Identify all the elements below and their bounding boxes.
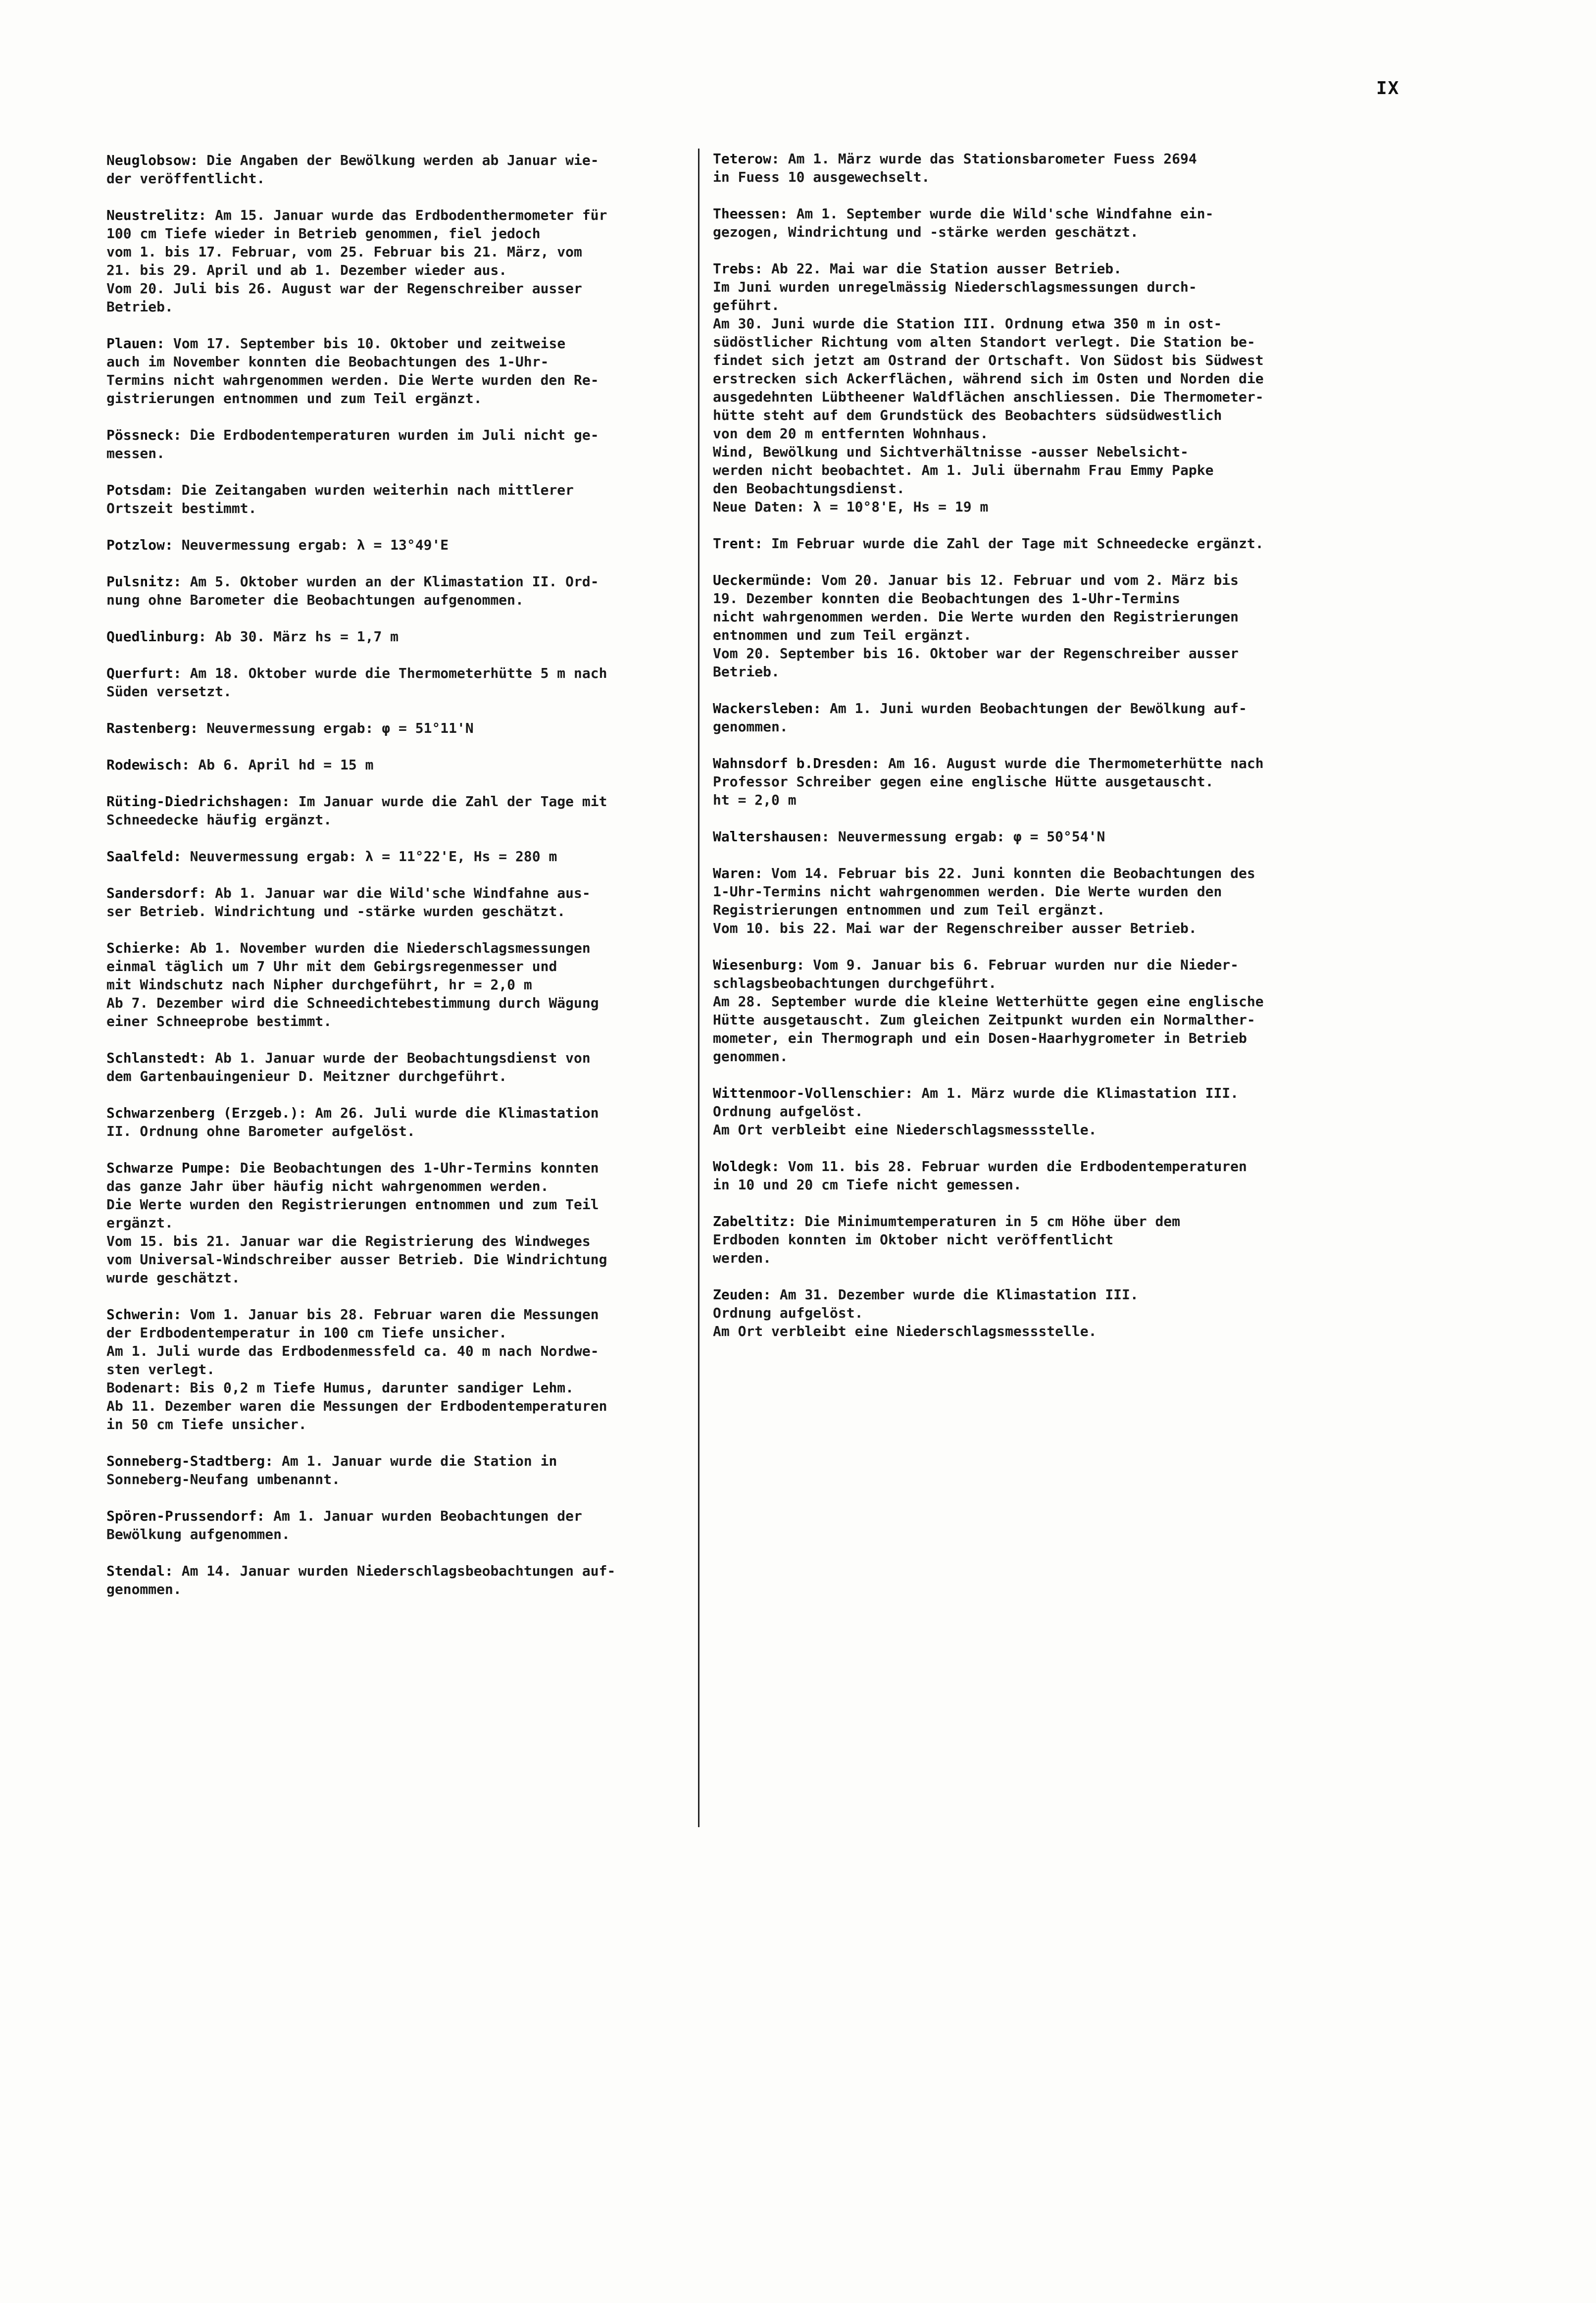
station-note-text: Am 1. September wurde die Wild'sche Windfahne ein- gezogen, Windrichtung und -stärke werden geschätzt. bbox=[713, 205, 1214, 240]
station-note-text: Die Angaben der Bewölkung werden ab Januar wie- der veröffentlicht. bbox=[106, 152, 599, 187]
station-note-text: Am 14. Januar wurden Niederschlagsbeobachtungen auf- genommen. bbox=[106, 1563, 616, 1597]
station-note bbox=[713, 205, 1381, 241]
station-note-text: Am 1. März wurde das Stationsbarometer Fuess 2694 in Fuess 10 ausgewechselt. bbox=[713, 151, 1197, 185]
station-note bbox=[713, 1157, 1381, 1194]
station-note-text: Am 1. Januar wurde die Station in Sonneberg-Neufang umbenannt. bbox=[106, 1453, 557, 1487]
station-note bbox=[106, 792, 696, 829]
station-note bbox=[713, 956, 1381, 1066]
station-note-text: Am 26. Juli wurde die Klimastation II. Ordnung ohne Barometer aufgelöst. bbox=[106, 1105, 599, 1139]
station-name: Querfurt: bbox=[106, 665, 182, 681]
station-name: Waltershausen: bbox=[713, 828, 830, 845]
station-name: Trent: bbox=[713, 535, 763, 552]
station-note-text: Neuvermessung ergab: λ = 11°22'E, Hs = 280 m bbox=[181, 848, 557, 865]
station-name: Sonneberg-Stadtberg: bbox=[106, 1453, 274, 1469]
station-note bbox=[713, 754, 1381, 809]
station-note bbox=[106, 1159, 696, 1287]
left-column bbox=[106, 151, 696, 1617]
station-name: Spören-Prussendorf: bbox=[106, 1508, 265, 1524]
station-note-text: Ab 1. November wurden die Niederschlagsmessungen einmal täglich um 7 Uhr mit dem Gebirgsregenmesser und mit Windschutz nach Nipher durchgeführt, hr = 2,0 m Ab 7. Dezember wird die Schneedichtebestimmung durch Wägung einer Schneeprobe bestimmt. bbox=[106, 940, 599, 1029]
station-name: Potzlow: bbox=[106, 537, 173, 553]
station-note-text: Vom 17. September bis 10. Oktober und zeitweise auch im November konnten die Beobachtungen des 1-Uhr- Termins nicht wahrgenommen werden. Die Werte wurden den Re- gistrierungen entnommen und zum Teil ergänzt. bbox=[106, 335, 599, 407]
station-note-text: Am 31. Dezember wurde die Klimastation III. Ordnung aufgelöst. Am Ort verbleibt eine Niederschlagsmessstelle. bbox=[713, 1286, 1139, 1339]
station-name: Woldegk: bbox=[713, 1158, 780, 1175]
station-name: Schwerin: bbox=[106, 1306, 182, 1323]
station-name: Schlanstedt: bbox=[106, 1050, 207, 1066]
station-name: Wiesenburg: bbox=[713, 957, 805, 973]
station-note bbox=[106, 627, 696, 646]
station-note-text: Vom 9. Januar bis 6. Februar wurden nur die Nieder- schlagsbeobachtungen durchgeführt. Am 28. September wurde die kleine Wetterhütte gegen eine englische Hütte ausgetauscht. Zum gleichen Zeitpunkt wurden ein Normalther- mometer, ein Thermograph und ein Dosen-Haarhygrometer in Betrieb genommen. bbox=[713, 957, 1264, 1065]
station-name: Stendal: bbox=[106, 1563, 173, 1579]
station-note bbox=[713, 864, 1381, 937]
station-name: Pössneck: bbox=[106, 427, 182, 443]
station-note bbox=[106, 1507, 696, 1543]
station-note-text: Ab 1. Januar wurde der Beobachtungsdienst von dem Gartenbauingenieur D. Meitzner durchgeführt. bbox=[106, 1050, 591, 1084]
station-name: Potsdam: bbox=[106, 482, 173, 498]
station-name: Saalfeld: bbox=[106, 848, 182, 865]
station-name: Quedlinburg: bbox=[106, 628, 207, 645]
station-note bbox=[713, 1212, 1381, 1267]
station-note bbox=[713, 259, 1381, 516]
station-name: Schwarzenberg (Erzgeb.): bbox=[106, 1105, 307, 1121]
station-note-text: Im Januar wurde die Zahl der Tage mit Schneedecke häufig ergänzt. bbox=[106, 793, 607, 828]
station-name: Theessen: bbox=[713, 205, 788, 222]
station-note-text: Neuvermessung ergab: λ = 13°49'E bbox=[173, 537, 449, 553]
station-note bbox=[713, 1084, 1381, 1139]
station-note-text: Die Minimumtemperaturen in 5 cm Höhe über dem Erdboden konnten im Oktober nicht veröffentlicht werden. bbox=[713, 1213, 1181, 1266]
station-name: Pulsnitz: bbox=[106, 573, 182, 590]
station-name: Sandersdorf: bbox=[106, 885, 207, 901]
station-name: Schierke: bbox=[106, 940, 182, 956]
station-note bbox=[713, 827, 1381, 846]
station-note bbox=[713, 534, 1381, 553]
station-note bbox=[106, 1305, 696, 1433]
station-note bbox=[713, 150, 1381, 186]
station-note bbox=[713, 699, 1381, 736]
station-name: Zabeltitz: bbox=[713, 1213, 797, 1229]
station-name: Wahnsdorf b.Dresden: bbox=[713, 755, 880, 771]
station-note bbox=[106, 756, 696, 774]
station-name: Zeuden: bbox=[713, 1286, 772, 1303]
station-note bbox=[106, 536, 696, 554]
station-note-text: Ab 30. März hs = 1,7 m bbox=[206, 628, 399, 645]
station-note bbox=[713, 571, 1381, 681]
station-name: Neuglobsow: bbox=[106, 152, 199, 168]
station-note bbox=[106, 572, 696, 609]
station-note bbox=[106, 151, 696, 188]
station-note bbox=[106, 1104, 696, 1140]
station-note bbox=[106, 1562, 696, 1598]
station-note bbox=[106, 1049, 696, 1085]
station-note bbox=[106, 426, 696, 462]
station-note-text: Am 5. Oktober wurden an der Klimastation II. Ord- nung ohne Barometer die Beobachtungen aufgenommen. bbox=[106, 573, 599, 608]
station-note-text: Am 15. Januar wurde das Erdbodenthermometer für 100 cm Tiefe wieder in Betrieb genommen, fiel jedoch vom 1. bis 17. Februar, vom 25. Februar bis 21. März, vom 21. bis 29. April und ab 1. Dezember wieder aus. Vom 20. Juli bis 26. August war der Regenschreiber ausser Betrieb. bbox=[106, 207, 607, 315]
station-note-text: Am 16. August wurde die Thermometerhütte nach Professor Schreiber gegen eine englische Hütte ausgetauscht. ht = 2,0 m bbox=[713, 755, 1264, 808]
station-note bbox=[106, 939, 696, 1030]
station-name: Wackersleben: bbox=[713, 700, 822, 716]
station-name: Schwarze Pumpe: bbox=[106, 1160, 232, 1176]
station-note-text: Ab 6. April hd = 15 m bbox=[190, 757, 374, 773]
station-note bbox=[106, 1452, 696, 1488]
station-name: Rastenberg: bbox=[106, 720, 199, 736]
page-number: IX bbox=[1376, 78, 1400, 99]
station-note bbox=[106, 847, 696, 866]
station-note bbox=[106, 206, 696, 316]
station-note-text: Ab 1. Januar war die Wild'sche Windfahne aus- ser Betrieb. Windrichtung und -stärke wurden geschätzt. bbox=[106, 885, 591, 920]
station-note-text: Ab 22. Mai war die Station ausser Betrieb. Im Juni wurden unregelmässig Niederschlagsmessungen durch- geführt. Am 30. Juni wurde die Station III. Ordnung etwa 350 m in ost- südöstlicher Richtung vom alten Standort verlegt. Die Station be- findet sich jetzt am Ostrand der Ortschaft. Von Südost bis Südwest erstrecken sich Ackerflächen, während sich im Osten und Norden die ausgedehnten Lübtheener Waldflächen anschliessen. Die Thermometer- hütte steht auf dem Grundstück des Beobachters südsüdwestlich von dem 20 m entfernten Wohnhaus. Wind, Bewölkung und Sichtverhältnisse -ausser Nebelsicht- werden nicht beobachtet. Am 1. Juli übernahm Frau Emmy Papke den Beobachtungsdienst. Neue Daten: λ = 10°8'E, Hs = 19 m bbox=[713, 260, 1264, 515]
station-note-text: Neuvermessung ergab: φ = 50°54'N bbox=[830, 828, 1105, 845]
station-note bbox=[106, 884, 696, 921]
station-name: Neustrelitz: bbox=[106, 207, 207, 223]
station-name: Ueckermünde: bbox=[713, 572, 813, 588]
station-name: Waren: bbox=[713, 865, 763, 881]
station-note-text: Die Zeitangaben wurden weiterhin nach mittlerer Ortszeit bestimmt. bbox=[106, 482, 574, 516]
station-note-text: Vom 1. Januar bis 28. Februar waren die Messungen der Erdbodentemperatur in 100 cm Tiefe unsicher. Am 1. Juli wurde das Erdbodenmessfeld ca. 40 m nach Nordwe- sten verlegt. Bodenart: Bis 0,2 m Tiefe Humus, darunter sandiger Lehm. Ab 11. Dezember waren die Messungen der Erdbodentemperaturen in 50 cm Tiefe unsicher. bbox=[106, 1306, 607, 1433]
station-name: Rüting-Diedrichshagen: bbox=[106, 793, 290, 810]
station-note-text: Am 1. Januar wurden Beobachtungen der Bewölkung aufgenommen. bbox=[106, 1508, 582, 1542]
station-note-text: Vom 11. bis 28. Februar wurden die Erdbodentemperaturen in 10 und 20 cm Tiefe nicht gemessen. bbox=[713, 1158, 1247, 1193]
right-column bbox=[713, 150, 1381, 1359]
station-note bbox=[106, 334, 696, 408]
station-note-text: Am 1. Juni wurden Beobachtungen der Bewölkung auf- genommen. bbox=[713, 700, 1247, 735]
station-note-text: Am 18. Oktober wurde die Thermometerhütte 5 m nach Süden versetzt. bbox=[106, 665, 607, 700]
station-note bbox=[106, 719, 696, 737]
station-note-text: Am 1. März wurde die Klimastation III. Ordnung aufgelöst. Am Ort verbleibt eine Niederschlagsmessstelle. bbox=[713, 1085, 1239, 1138]
station-name: Plauen: bbox=[106, 335, 165, 352]
station-note bbox=[106, 664, 696, 701]
station-note-text: Die Erdbodentemperaturen wurden im Juli nicht ge- messen. bbox=[106, 427, 599, 461]
station-note-text: Im Februar wurde die Zahl der Tage mit Schneedecke ergänzt. bbox=[763, 535, 1264, 552]
station-name: Wittenmoor-Vollenschier: bbox=[713, 1085, 913, 1101]
station-note-text: Neuvermessung ergab: φ = 51°11'N bbox=[198, 720, 474, 736]
station-note-text: Die Beobachtungen des 1-Uhr-Termins konnten das ganze Jahr über häufig nicht wahrgenommen werden. Die Werte wurden den Registrierungen entnommen und zum Teil ergänzt. Vom 15. bis 21. Januar war die Registrierung des Windweges vom Universal-Windschreiber ausser Betrieb. Die Windrichtung wurde geschätzt. bbox=[106, 1160, 607, 1286]
station-name: Rodewisch: bbox=[106, 757, 190, 773]
station-name: Trebs: bbox=[713, 260, 763, 277]
station-name: Teterow: bbox=[713, 151, 780, 167]
station-note-text: Vom 14. Februar bis 22. Juni konnten die Beobachtungen des 1-Uhr-Termins nicht wahrgenommen werden. Die Werte wurden den Registrierungen entnommen und zum Teil ergänzt. Vom 10. bis 22. Mai war der Regenschreiber ausser Betrieb. bbox=[713, 865, 1255, 936]
station-note-text: Vom 20. Januar bis 12. Februar und vom 2. März bis 19. Dezember konnten die Beobachtungen des 1-Uhr-Termins nicht wahrgenommen werden. Die Werte wurden den Registrierungen entnommen und zum Teil ergänzt. Vom 20. September bis 16. Oktober war der Regenschreiber ausser Betrieb. bbox=[713, 572, 1239, 680]
column-divider bbox=[698, 149, 699, 1827]
station-note bbox=[713, 1285, 1381, 1340]
station-note bbox=[106, 481, 696, 517]
